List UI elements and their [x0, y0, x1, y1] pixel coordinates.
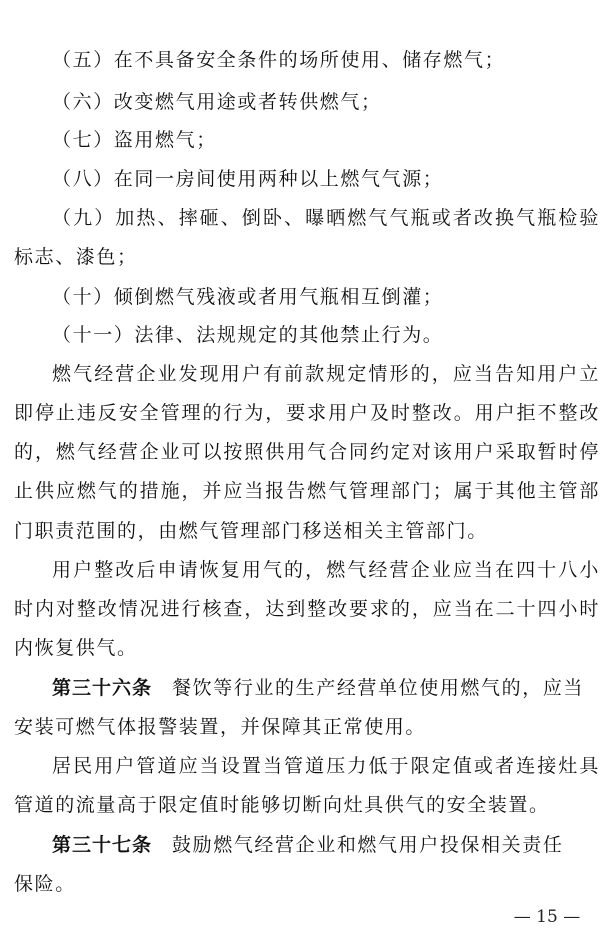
article-36-heading: 第三十六条 — [52, 677, 153, 699]
para-1-line-5: 门职责范围的，由燃气管理部门移送相关主管部门。 — [14, 520, 488, 542]
item-9-line-2: 标志、漆色； — [14, 246, 138, 268]
para-1-line-3: 的，燃气经营企业可以按照供用气合同约定对该用户采取暂时停 — [14, 441, 600, 463]
item-7: （七）盗用燃气； — [52, 129, 217, 151]
article-36-line-2: 安装可燃气体报警装置，并保障其正常使用。 — [14, 716, 427, 738]
article-37-heading: 第三十七条 — [52, 834, 153, 856]
article-36-line-1 — [52, 671, 600, 705]
item-5: （五）在不具备安全条件的场所使用、储存燃气； — [52, 49, 506, 71]
item-9-line-1: （九）加热、摔砸、倒卧、曝晒燃气气瓶或者改换气瓶检验 — [52, 207, 600, 229]
para-2-line-1: 用户整改后申请恢复用气的，燃气经营企业应当在四十八小 — [52, 559, 600, 581]
item-8: （八）在同一房间使用两种以上燃气气源； — [52, 168, 444, 190]
item-10: （十）倾倒燃气残液或者用气瓶相互倒灌； — [52, 286, 444, 308]
article-36-text: 餐饮等行业的生产经营单位使用燃气的，应当 — [172, 677, 585, 699]
article-37-line-1 — [52, 828, 600, 862]
para-1-line-1: 燃气经营企业发现用户有前款规定情形的，应当告知用户立 — [52, 363, 600, 385]
article-37-text: 鼓励燃气经营企业和燃气用户投保相关责任 — [172, 834, 564, 856]
para-2-line-2: 时内对整改情况进行核查，达到整改要求的，应当在二十四小时 — [14, 598, 600, 620]
para-2-line-3: 内恢复供气。 — [14, 637, 138, 659]
page-number: — 15 — — [513, 907, 581, 927]
item-11: （十一）法律、法规规定的其他禁止行为。 — [52, 324, 444, 346]
article-37-line-2: 保险。 — [14, 873, 76, 895]
item-6: （六）改变燃气用途或者转供燃气； — [52, 91, 382, 113]
para-1-line-2: 即停止违反安全管理的行为，要求用户及时整改。用户拒不整改 — [14, 402, 600, 424]
para-3-line-2: 管道的流量高于限定值时能够切断向灶具供气的安全装置。 — [14, 794, 550, 816]
para-3-line-1: 居民用户管道应当设置当管道压力低于限定值或者连接灶具 — [52, 755, 600, 777]
para-1-line-4: 止供应燃气的措施，并应当报告燃气管理部门；属于其他主管部 — [14, 480, 600, 502]
